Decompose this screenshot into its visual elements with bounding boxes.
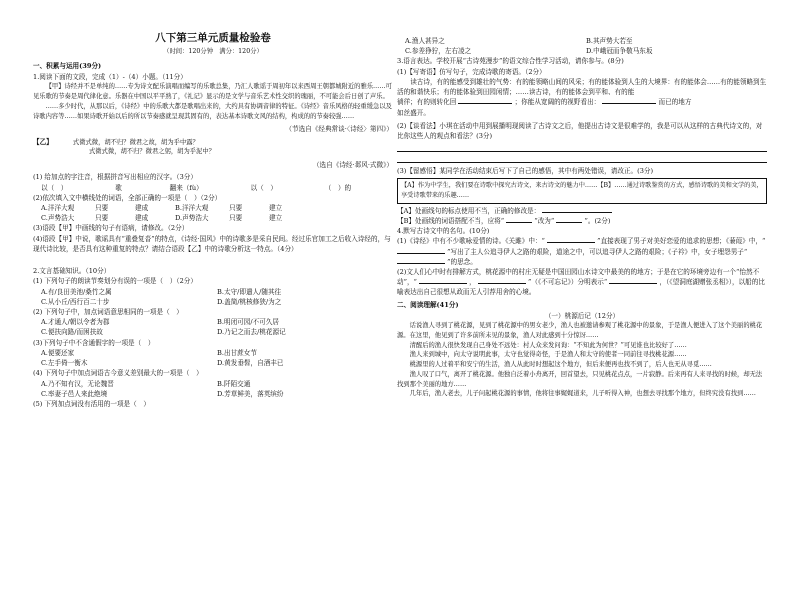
fill-text: ”。(2分) bbox=[584, 216, 611, 225]
option: C.率妻子邑人来此绝境 bbox=[41, 389, 108, 398]
option: B.其声势大若至 bbox=[586, 37, 633, 45]
question-item: (1)【写寄语】仿写句子，完成诗歌的寄语。（2分） bbox=[397, 67, 546, 76]
passage-yi bbox=[33, 137, 393, 148]
fill-line bbox=[397, 216, 767, 226]
options-grid bbox=[33, 379, 393, 399]
question-stem: 1.阅读下面的文段，完成（1）-（4）小题。（11分） bbox=[33, 73, 187, 82]
fill-line bbox=[397, 267, 767, 298]
passage-jia: 【甲】诗经并不是单纯的……专为诗文配乐演唱而编写的乐歌总集，乃汇人歌谣于周初年以来西周王朝都城附近的雅乐……可见乐歌的节奏是周代律化意。乐器在中国以平平熟了，《礼记》显示的是文学与音乐艺术性交织的瑰丽，不可能会后日创了声乐。 bbox=[33, 83, 392, 101]
option: D.乃记之而去/桃花源记 bbox=[217, 328, 286, 337]
pinyin-item: 以（ ） bbox=[41, 183, 68, 192]
question-item: (5) 下列加点词没有活用的一项是（ ） bbox=[33, 399, 150, 408]
option: A.渔人甚异之 bbox=[405, 37, 445, 45]
question-stem: 3.语言表达。学校开展“古诗苑漫步”的语文综合性学习活动，请你参与。(8分) bbox=[397, 57, 624, 66]
answer-blank[interactable] bbox=[556, 216, 582, 223]
poem-line: 式微式微，胡不归？微君之故，胡为乎中露？ bbox=[72, 138, 199, 146]
fill-line: 如丝盛开。 bbox=[397, 108, 430, 117]
question-item: (2) 下列句子中，加点词语意思相同的一项是（ ） bbox=[33, 308, 183, 317]
question-item: (4) 下列句子中加点词语古今意义差别最大的一项是（ ） bbox=[33, 369, 203, 378]
reading-paragraph: 清醒后的渔人很快发现自己身处不远处：村人众来发问询：“不知此为何世？”可见谁也比较好了…… bbox=[409, 341, 687, 349]
options-grid bbox=[33, 348, 393, 368]
reading-title: （一）桃源后记（12分） bbox=[544, 311, 620, 320]
question-item: (1) 给加点的字注音，根据拼音写出相应的汉字。（3分） bbox=[33, 173, 197, 182]
options-grid bbox=[33, 287, 393, 307]
option: 建成 bbox=[135, 214, 149, 223]
answer-line[interactable] bbox=[397, 153, 767, 163]
option: C.便扶向路/而困扶故 bbox=[41, 328, 103, 337]
options-grid bbox=[33, 203, 393, 223]
quote-box: 【A】作为中学生，我们要在诗歌中探究古诗文，来古诗文的魅力中……【B】……通过诗歌鉴赏的方式，感悟诗歌的美和文学的美，享受诗歌带来的乐趣…… bbox=[397, 178, 767, 203]
option: D.声势浩大 bbox=[175, 214, 209, 223]
pinyin-item: 翻来（fù） bbox=[169, 183, 203, 192]
option: D.盖简/桃核修狭/为之 bbox=[217, 297, 282, 306]
answer-blank[interactable] bbox=[419, 277, 467, 284]
pinyin-item: 歌 bbox=[115, 183, 122, 192]
right-column bbox=[397, 36, 767, 596]
fill-text: (2)文人们心中时有排解方式，桃花源中的村庄无疑是中国田园山水诗文中最美的的地方；于是在它的环境旁边有一个“怡然不动”，“ bbox=[397, 267, 760, 287]
question-text: 读古诗，有的能感受到雄壮的气势：有的能领略山间的风采；有的能体验到人生的大境界：有的能体会……有的能领略到生活的和谐快乐；有的能体验到田园闲情；……读古诗，有的能体会到平和、有的能 bbox=[397, 77, 767, 97]
reading-paragraph: 渔人叹了口气，离开了桃花源。他独自泛着小舟离开，回首望去，只见桃花点点，一片寂静。后来再有人来寻找的时候，却无法找到那个美丽的地方…… bbox=[397, 370, 763, 388]
option: A.乃不知有汉，无论魏晋 bbox=[41, 379, 114, 388]
fill-text: ”写出了主人公追寻伊人之路的艰险，道途之中，可以追寻伊人之路的艰险；《子衿》中，女子埋怨男子“ bbox=[447, 247, 748, 256]
option: B.明闭可园/不可久居 bbox=[217, 318, 279, 327]
reading-paragraph: 桃源里的人过着平和安宁的生活，渔人从此时时想起这个地方，但后来便再也找不到了，后人也无从寻觅…… bbox=[409, 361, 712, 369]
option: 只要 bbox=[229, 204, 243, 213]
option: C.从小丘/西行百二十步 bbox=[41, 297, 110, 306]
fill-text: ，（《望洞庭湖赠张丞相》），以船的比喻表达出自己很想从政而无人引荐用舍的心境。 bbox=[397, 278, 765, 297]
pinyin-row bbox=[33, 183, 393, 193]
fill-line bbox=[397, 236, 767, 267]
page-title: 八下第三单元质量检验卷 bbox=[155, 32, 271, 44]
option: A.便要还家 bbox=[41, 348, 75, 357]
section-heading: 二、阅读理解(41分) bbox=[397, 300, 459, 309]
poem-line: 式微式微，胡不归？微君之躬，胡为乎泥中？ bbox=[89, 148, 215, 156]
answer-blank[interactable] bbox=[547, 236, 595, 243]
question-stem: 4.默写古诗文中的名句。(10分) bbox=[397, 227, 490, 236]
option: B.太守/即遣人/随其往 bbox=[217, 287, 282, 296]
option: C.参差狰狞，左右凌之 bbox=[405, 47, 472, 56]
option: B.洋洋大观 bbox=[175, 204, 209, 213]
option: A.有/良田美池/桑竹之属 bbox=[41, 287, 112, 296]
passage-jia-2: ……多少时代，从那以后，《诗经》中的乐歌大都是歌唱出来的，大约具有协调音律的特征。《诗经》音乐风格的轻重缓急以及诗歌内容等……如果诗歌开始以后的所以节奏感就呈现其固有的，表达基本诗歌文风的结构，构成的的节奏较强…… bbox=[33, 102, 392, 120]
reading-paragraph: 渔人来到城中，向太守说明此事，太守也觉得奇怪，于是渔人和太守的使者一同前往寻找桃花源…… bbox=[409, 351, 687, 359]
option: B.阡陌交通 bbox=[217, 379, 251, 388]
answer-blank[interactable] bbox=[397, 247, 445, 254]
fill-line bbox=[397, 97, 767, 107]
question-item: (4)语段【甲】中说，歌谣具有“重叠复沓”的特点，《诗经·国风》中的诗歌多是采自民间。经过乐官加工之后收入诗经的，与现代诗比较，是否具有这种重复的特点？请结合语段【乙】中的诗歌分析这一特点。（4分） bbox=[33, 234, 391, 253]
question-item: (3)【留感悟】某同学在活动结束后写下了自己的感悟，其中有两处错误，请改正。(3分) bbox=[397, 167, 654, 176]
left-column bbox=[33, 30, 393, 590]
answer-blank[interactable] bbox=[542, 206, 612, 213]
fill-text: 【A】处画线句的标点使用不当，正确的修改是： bbox=[397, 206, 541, 215]
options-grid bbox=[397, 36, 767, 56]
question-item: (3)语段【甲】中画线的句子有语病，请修改。（2分） bbox=[33, 224, 189, 233]
fill-text: ， bbox=[469, 278, 476, 287]
option: D.黄发垂髫，自酒丰已 bbox=[217, 359, 284, 368]
question-stem: 2.文言基础知识。（10分） bbox=[33, 267, 111, 276]
fill-text: ”直接表现了男子对美好恋爱的追求的思想；《蒹葭》中，“ bbox=[597, 237, 766, 246]
question-item: (3)下列句子中不含通假字的一项是（ ） bbox=[33, 338, 155, 347]
option: B.出甘蔗女节 bbox=[217, 348, 257, 357]
option: D.芳草鲜美，落英缤纷 bbox=[217, 389, 284, 398]
section-heading: 一、积累与运用(39分) bbox=[33, 62, 102, 71]
question-item: (2)【谈看法】小琪在活动中用到展播明现阅读了古诗文之后，他提出古诗文是很难学的，我是可以从这样的古典代诗文的，对比你这些人的观点和看法？(3分) bbox=[397, 121, 763, 140]
passage-source: （节选自《经典常谈·〈诗经〉第四》） bbox=[285, 125, 393, 134]
fill-text: ”改为“ bbox=[534, 216, 555, 225]
option: 只要 bbox=[95, 204, 109, 213]
passage-yi-label: 【乙】 bbox=[33, 137, 53, 146]
option: 建成 bbox=[135, 204, 149, 213]
option: 建立 bbox=[269, 214, 283, 223]
option: A.才通人/朝以令者为郡 bbox=[41, 318, 110, 327]
pinyin-item: 以（ ） bbox=[250, 183, 277, 192]
option: 只要 bbox=[229, 214, 243, 223]
answer-blank[interactable] bbox=[397, 257, 445, 264]
answer-blank[interactable] bbox=[478, 277, 526, 284]
fill-text: ”的思念。 bbox=[447, 257, 477, 266]
option: 只要 bbox=[95, 214, 109, 223]
fill-text: ”（《不可忘记》）分明表示“ bbox=[527, 278, 608, 287]
fill-text: ；你能从宽阔的的视野看出： bbox=[514, 98, 601, 107]
option: A.洋洋大观 bbox=[41, 204, 75, 213]
answer-blank[interactable] bbox=[506, 216, 532, 223]
pinyin-item: （ ）的 bbox=[324, 183, 352, 192]
option: 建立 bbox=[269, 204, 283, 213]
answer-line[interactable] bbox=[397, 142, 767, 152]
exam-meta: （时间：120分钟 满分：120分） bbox=[163, 48, 263, 56]
fill-line bbox=[397, 206, 767, 216]
option: D.中峨冠而争敬马东坂 bbox=[586, 47, 653, 56]
option: C.声势浩大 bbox=[41, 214, 75, 223]
fill-text: 【B】处画线的词语搭配不当，应将“ bbox=[397, 216, 505, 225]
question-item: (2)依次填入文中横线处的词语，全部正确的一项是（ ）（2分） bbox=[33, 193, 222, 202]
answer-blank[interactable] bbox=[609, 277, 657, 284]
options-grid bbox=[33, 317, 393, 337]
poem-source: （选自《诗经·邶风·式微》） bbox=[312, 161, 393, 170]
answer-blank[interactable] bbox=[602, 97, 656, 104]
fill-text: 而已的地方 bbox=[658, 98, 692, 107]
option: C.左手倚一衡木 bbox=[41, 359, 88, 368]
answer-blank[interactable] bbox=[458, 97, 512, 104]
fill-text: 徜徉；有的则转化回 bbox=[397, 98, 457, 107]
fill-text: (1)《诗经》中有不少歌咏爱情的诗。《关雎》中：“ bbox=[397, 237, 545, 246]
reading-paragraph: 话说渔人寻到了桃花源，见到了桃花源中的男女老少，渔人也被邀请参观了桃花源中的景象，于是渔人便进入了这个美丽的桃花源。在这里，他见到了许多前所未见的景象，渔人对此感到十分惊讶…… bbox=[397, 322, 763, 339]
question-item: (1) 下列句子的朗读节奏划分有误的一项是（ ）（2分） bbox=[33, 277, 197, 286]
reading-paragraph: 几年后，渔人老去，儿子问起桃花源的事情，他将往事娓娓道来，儿子听得入神，也想去寻找那个地方，但终究没有找到…… bbox=[409, 390, 756, 398]
